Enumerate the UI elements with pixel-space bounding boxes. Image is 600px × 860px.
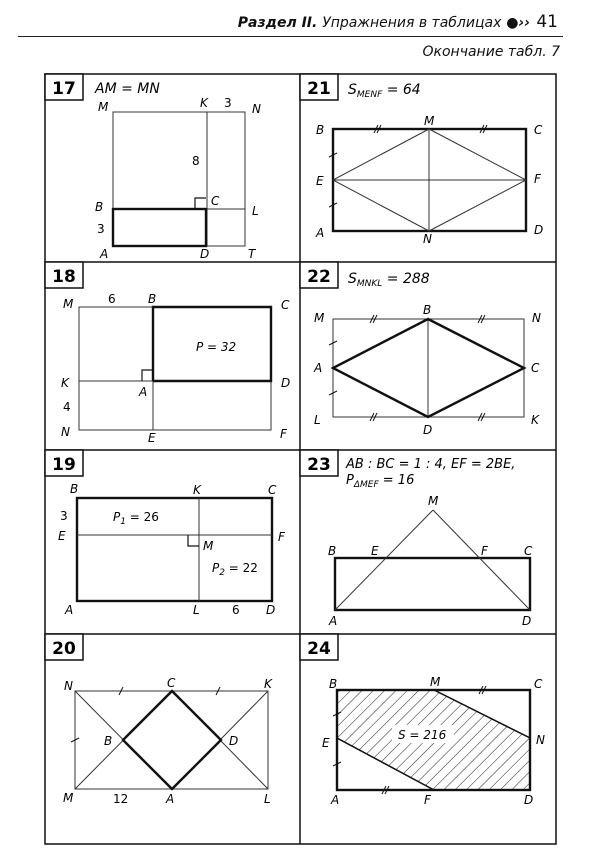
svg-text:C: C xyxy=(281,298,290,312)
svg-text:N: N xyxy=(61,425,70,439)
svg-text:K: K xyxy=(193,483,201,497)
svg-text:B: B xyxy=(328,544,337,558)
svg-text:N: N xyxy=(423,232,432,246)
svg-text:A: A xyxy=(329,614,338,628)
svg-text:20: 20 xyxy=(52,639,76,659)
figure-20 xyxy=(63,676,273,806)
svg-text:D: D xyxy=(200,247,210,261)
svg-text:3: 3 xyxy=(224,96,232,110)
figure-21 xyxy=(315,82,543,246)
svg-text:F: F xyxy=(534,172,541,186)
cell-23-number xyxy=(300,450,338,476)
page-number: 41 xyxy=(536,12,558,32)
svg-text:D: D xyxy=(281,376,291,390)
figure-18 xyxy=(61,292,290,445)
svg-text:D: D xyxy=(266,603,276,617)
svg-text:K: K xyxy=(61,376,69,390)
condition-23-line2: $P_{\Delta MEF} = 16$ xyxy=(346,473,415,490)
svg-text:S = 216: S = 216 xyxy=(398,728,447,742)
svg-text:D: D xyxy=(534,223,544,237)
svg-text:3: 3 xyxy=(97,222,105,236)
svg-text:M: M xyxy=(430,675,441,689)
svg-text:19: 19 xyxy=(52,455,76,475)
svg-text:4: 4 xyxy=(63,400,71,414)
svg-text:22: 22 xyxy=(307,267,331,287)
svg-text:N: N xyxy=(64,679,73,693)
svg-text:D: D xyxy=(524,793,534,807)
cell-24-number xyxy=(300,634,338,660)
svg-text:E: E xyxy=(148,431,156,445)
svg-text:P = 32: P = 32 xyxy=(196,340,237,354)
svg-text:C: C xyxy=(531,361,540,375)
svg-text:B: B xyxy=(95,200,104,214)
svg-text:B: B xyxy=(104,734,113,748)
condition-22: $S_{MNKL} = 288$ xyxy=(348,271,430,289)
svg-text:M: M xyxy=(203,539,214,553)
svg-text:C: C xyxy=(524,544,533,558)
svg-text:F: F xyxy=(278,530,285,544)
svg-text:A: A xyxy=(166,792,175,806)
svg-text:M: M xyxy=(63,297,74,311)
condition-21: $S_{MENF} = 64$ xyxy=(348,82,421,100)
svg-text:23: 23 xyxy=(307,455,331,475)
svg-text:L: L xyxy=(314,413,321,427)
svg-text:F: F xyxy=(424,793,431,807)
svg-text:18: 18 xyxy=(52,267,76,287)
svg-text:B: B xyxy=(70,482,79,496)
cell-21-number xyxy=(300,74,338,100)
svg-text:K: K xyxy=(264,677,272,691)
svg-text:E: E xyxy=(58,529,66,543)
svg-text:17: 17 xyxy=(52,79,76,99)
svg-text:P1 = 26: $P_1 = 26$ xyxy=(113,510,159,527)
svg-text:E: E xyxy=(316,174,324,188)
arrows-icon: ●›› xyxy=(506,15,530,31)
svg-text:F: F xyxy=(481,544,488,558)
table-ending-caption: Окончание табл. 7 xyxy=(422,44,560,60)
svg-text:21: 21 xyxy=(307,79,331,99)
svg-text:12: 12 xyxy=(113,792,129,806)
svg-text:24: 24 xyxy=(307,639,331,659)
svg-text:C: C xyxy=(534,123,543,137)
svg-text:B: B xyxy=(423,303,432,317)
svg-text:P2 = 22: $P_2 = 22$ xyxy=(212,561,258,578)
svg-text:D: D xyxy=(522,614,532,628)
svg-text:8: 8 xyxy=(192,154,200,168)
svg-text:N: N xyxy=(252,102,261,116)
svg-text:K: K xyxy=(531,413,539,427)
section-title: Раздел II. xyxy=(237,15,318,31)
svg-text:A: A xyxy=(100,247,109,261)
condition-17: AM = MN xyxy=(95,81,160,97)
svg-text:L: L xyxy=(193,603,200,617)
svg-text:M: M xyxy=(98,100,109,114)
figure-17 xyxy=(94,81,261,261)
svg-text:M: M xyxy=(424,114,435,128)
svg-text:M: M xyxy=(314,311,325,325)
cell-18-number xyxy=(45,262,83,288)
svg-text:6: 6 xyxy=(232,603,240,617)
svg-text:A: A xyxy=(331,793,340,807)
svg-text:3: 3 xyxy=(60,509,68,523)
svg-text:L: L xyxy=(252,204,259,218)
svg-text:6: 6 xyxy=(108,292,116,306)
svg-text:K: K xyxy=(200,96,208,110)
svg-text:N: N xyxy=(532,311,541,325)
cell-17-number xyxy=(45,74,83,100)
svg-text:C: C xyxy=(534,677,543,691)
svg-text:L: L xyxy=(264,792,271,806)
svg-text:E: E xyxy=(371,544,379,558)
figure-23 xyxy=(328,457,533,628)
condition-23-line1: AB : BC = 1 : 4, EF = 2BE, xyxy=(346,457,516,472)
svg-text:B: B xyxy=(329,677,338,691)
cell-22-number xyxy=(300,262,338,288)
svg-text:C: C xyxy=(211,194,220,208)
svg-text:T: T xyxy=(248,247,256,261)
figure-24 xyxy=(322,675,545,807)
section-subtitle: Упражнения в таблицах xyxy=(322,15,502,31)
svg-text:A: A xyxy=(65,603,74,617)
svg-text:A: A xyxy=(139,385,148,399)
svg-text:C: C xyxy=(268,483,277,497)
svg-text:N: N xyxy=(536,733,545,747)
svg-text:M: M xyxy=(428,494,439,508)
cell-19-number xyxy=(45,450,83,476)
svg-text:B: B xyxy=(316,123,325,137)
cell-20-number xyxy=(45,634,83,660)
svg-text:M: M xyxy=(63,791,74,805)
svg-text:B: B xyxy=(148,292,157,306)
svg-text:A: A xyxy=(316,226,325,240)
figure-22 xyxy=(313,271,541,437)
svg-text:C: C xyxy=(167,676,176,690)
svg-text:A: A xyxy=(314,361,323,375)
svg-text:D: D xyxy=(229,734,239,748)
svg-text:D: D xyxy=(423,423,433,437)
figure-19 xyxy=(58,482,286,617)
svg-text:E: E xyxy=(322,736,330,750)
svg-text:F: F xyxy=(280,427,287,441)
